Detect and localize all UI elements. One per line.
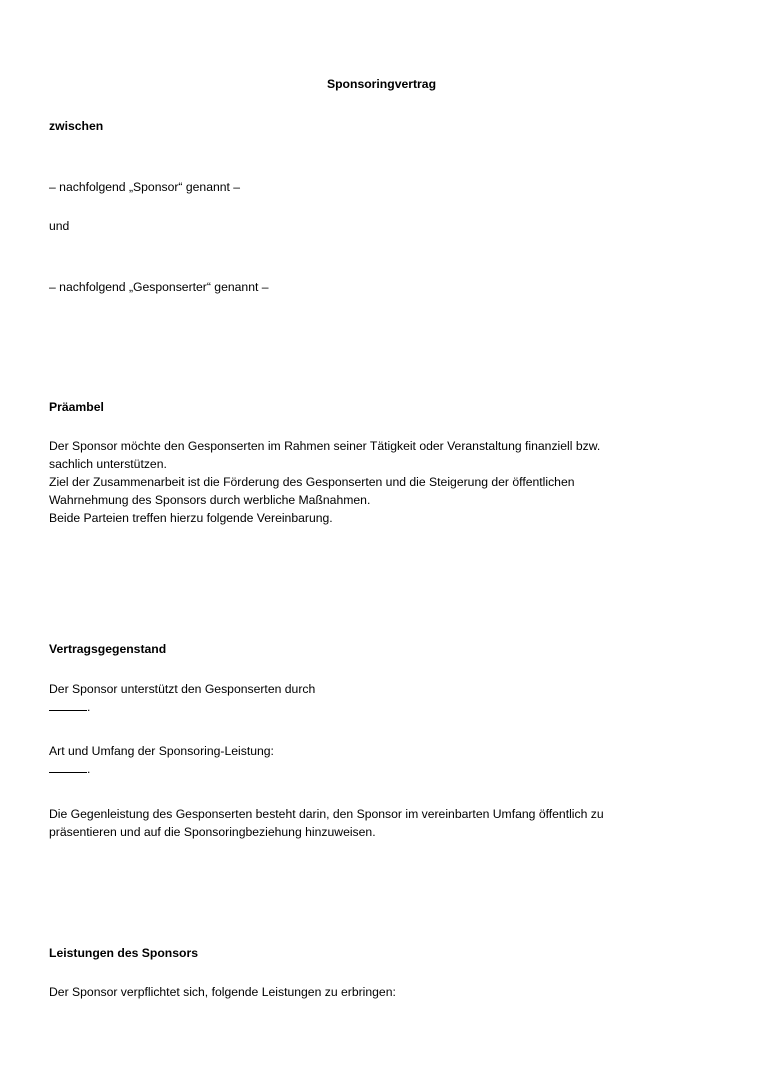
preamble-line: Beide Parteien treffen hierzu folgende Vereinbarung. (49, 511, 333, 525)
support-blank-field[interactable] (49, 699, 90, 716)
preamble-line: Der Sponsor möchte den Gesponserten im Rahmen seiner Tätigkeit oder Veranstaltung finanziell bzw. (49, 439, 601, 453)
blank-line (49, 699, 87, 711)
blank-suffix: . (87, 700, 91, 714)
preamble-line: sachlich unterstützen. (49, 457, 167, 471)
type-blank-field[interactable] (49, 761, 90, 778)
sponsor-designation: – nachfolgend „Sponsor“ genannt – (49, 180, 241, 194)
sponsor-services-heading: Leistungen des Sponsors (49, 946, 198, 960)
sponsored-designation: – nachfolgend „Gesponserter“ genannt – (49, 280, 269, 294)
blank-suffix: . (87, 762, 91, 776)
counter-performance-line: Die Gegenleistung des Gesponserten besteht darin, den Sponsor im vereinbarten Umfang öffentlich zu (49, 807, 604, 821)
between-label: zwischen (49, 119, 104, 133)
subject-heading: Vertragsgegenstand (49, 642, 167, 656)
subject-type-line: Art und Umfang der Sponsoring-Leistung: (49, 744, 274, 758)
subject-support-line: Der Sponsor unterstützt den Gesponserten durch (49, 682, 316, 696)
counter-performance-line: präsentieren und auf die Sponsoringbeziehung hinzuweisen. (49, 825, 376, 839)
blank-line (49, 761, 87, 773)
preamble-line: Ziel der Zusammenarbeit ist die Förderung des Gesponserten und die Steigerung der öffentlichen (49, 475, 575, 489)
preamble-heading: Präambel (49, 400, 104, 414)
and-label: und (49, 219, 70, 233)
preamble-line: Wahrnehmung des Sponsors durch werbliche Maßnahmen. (49, 493, 371, 507)
sponsor-services-intro: Der Sponsor verpflichtet sich, folgende Leistungen zu erbringen: (49, 985, 396, 999)
document-title: Sponsoringvertrag (326, 77, 437, 91)
